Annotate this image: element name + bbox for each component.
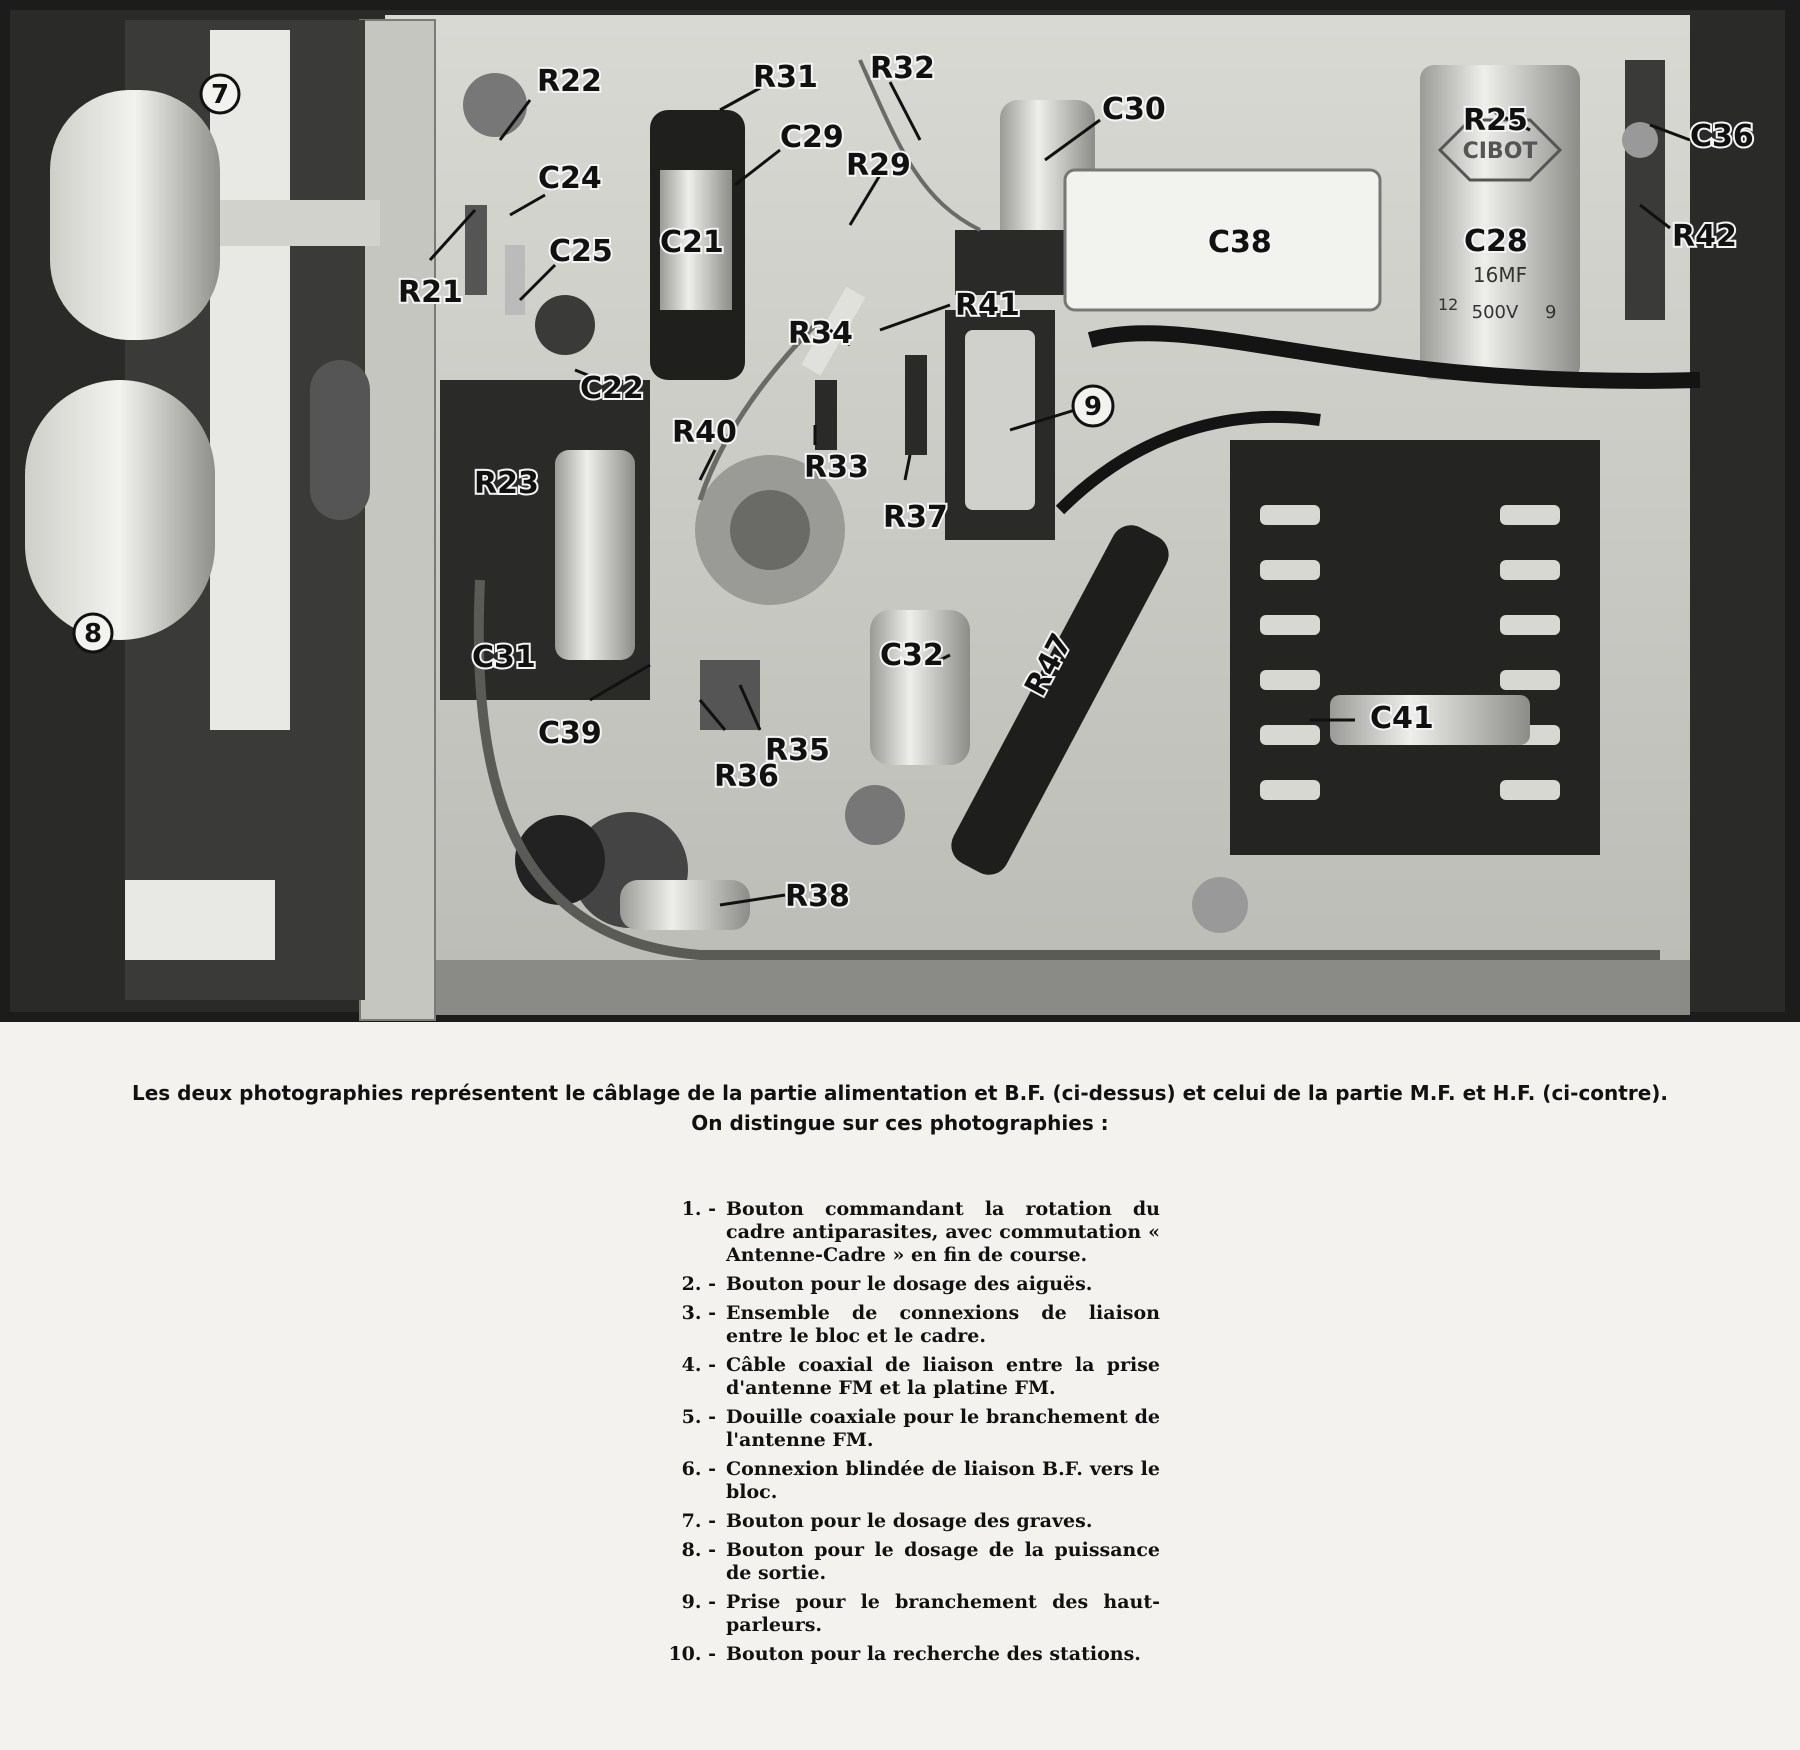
legend-item [640, 1406, 1160, 1452]
c28-voltage: 500V [1471, 302, 1519, 323]
legend-text: Bouton pour le dosage des aiguës. [726, 1273, 1093, 1295]
legend-number: 5. - [681, 1406, 716, 1428]
legend-number: 1. - [681, 1198, 716, 1220]
label-r35: R35 [765, 733, 830, 768]
label-r23: R23 [474, 466, 539, 501]
legend-item [640, 1302, 1160, 1348]
legend-item [640, 1458, 1160, 1504]
label-c31: C31 [472, 640, 536, 675]
caption-line-1: Les deux photographies représentent le câblage de la partie alimentation et B.F. (ci-dessus) et celui de la partie M.F. et H.F. (ci-contre). [131, 1081, 1669, 1105]
label-r40: R40 [672, 415, 737, 450]
label-r37: R37 [883, 500, 948, 535]
legend-item [640, 1643, 1160, 1666]
legend-list [640, 1198, 1160, 1672]
label-c38: C38 [1208, 225, 1272, 260]
label-c30: C30 [1102, 92, 1166, 127]
label-r38: R38 [785, 879, 850, 914]
bass-knob [50, 90, 220, 340]
svg-text:9: 9 [1083, 392, 1103, 422]
label-c41: C41 [1370, 701, 1434, 736]
legend-text: Ensemble de connexions de liaison entre le bloc et le cadre. [726, 1302, 1160, 1347]
label-c22: C22 [580, 371, 644, 406]
legend-text: Bouton commandant la rotation du cadre antiparasites, avec commutation « Antenne-Cadre » en fin de course. [726, 1198, 1160, 1266]
resistor-r38 [620, 880, 750, 930]
photo-caption [10, 1078, 1790, 1138]
legend-number: 8. - [681, 1539, 716, 1561]
label-r22: R22 [537, 64, 602, 99]
callout-7 [201, 75, 239, 113]
label-c21: C21 [660, 225, 724, 260]
legend-text: Douille coaxiale pour le branchement de l'antenne FM. [726, 1406, 1160, 1451]
label-r21: R21 [398, 275, 463, 310]
c28-value: 16MF [1472, 263, 1528, 287]
legend-number: 6. - [681, 1458, 716, 1480]
label-r25: R25 [1463, 103, 1528, 138]
legend-number: 2. - [681, 1273, 716, 1295]
legend-number: 7. - [681, 1510, 716, 1532]
legend-item [640, 1539, 1160, 1585]
svg-text:7: 7 [210, 80, 230, 110]
svg-text:8: 8 [83, 619, 103, 649]
legend-text: Bouton pour le dosage des graves. [726, 1510, 1093, 1532]
legend-text: Prise pour le branchement des haut-parleurs. [726, 1591, 1160, 1636]
switch-block [125, 880, 275, 960]
legend-text: Bouton pour la recherche des stations. [726, 1643, 1141, 1665]
label-c28: C28 [1464, 224, 1528, 259]
callout-8 [74, 614, 112, 652]
label-r36: R36 [714, 759, 779, 794]
label-r47: R47 [1018, 628, 1080, 702]
label-c39: C39 [538, 716, 602, 751]
label-r42: R42 [1672, 219, 1737, 254]
legend-text: Bouton pour le dosage de la puissance de sortie. [726, 1539, 1160, 1584]
legend-number: 9. - [681, 1591, 716, 1613]
c28-digit-left: 12 [1438, 295, 1459, 314]
legend-number: 4. - [681, 1354, 716, 1376]
capacitor-c32 [870, 610, 970, 765]
label-c24: C24 [538, 161, 602, 196]
c28-brand: CIBOT [1462, 139, 1538, 164]
label-r34: R34 [788, 316, 853, 351]
label-r31: R31 [753, 60, 818, 95]
legend-item [640, 1591, 1160, 1637]
capacitor-c31 [555, 450, 635, 660]
legend-text: Connexion blindée de liaison B.F. vers le bloc. [726, 1458, 1160, 1503]
volume-knob [25, 380, 215, 640]
label-c25: C25 [549, 234, 613, 269]
label-r29: R29 [846, 148, 911, 183]
label-r33: R33 [804, 450, 869, 485]
legend-item [640, 1510, 1160, 1533]
label-c29: C29 [780, 120, 844, 155]
caption-line-2: On distingue sur ces photographies : [691, 1111, 1109, 1135]
legend-item [640, 1198, 1160, 1267]
legend-number: 10. - [668, 1643, 716, 1665]
resistor-r33 [815, 380, 837, 450]
legend-item [640, 1273, 1160, 1296]
label-c36: C36 [1690, 119, 1754, 154]
callout-9 [1073, 386, 1113, 426]
label-r41: R41 [955, 288, 1020, 323]
label-r32: R32 [870, 51, 935, 86]
resistor-r37 [905, 355, 927, 455]
legend-text: Câble coaxial de liaison entre la prise d'antenne FM et la platine FM. [726, 1354, 1160, 1399]
legend-number: 3. - [681, 1302, 716, 1324]
legend-item [640, 1354, 1160, 1400]
label-c32: C32 [880, 638, 944, 673]
c28-digit-right: 9 [1545, 302, 1557, 323]
